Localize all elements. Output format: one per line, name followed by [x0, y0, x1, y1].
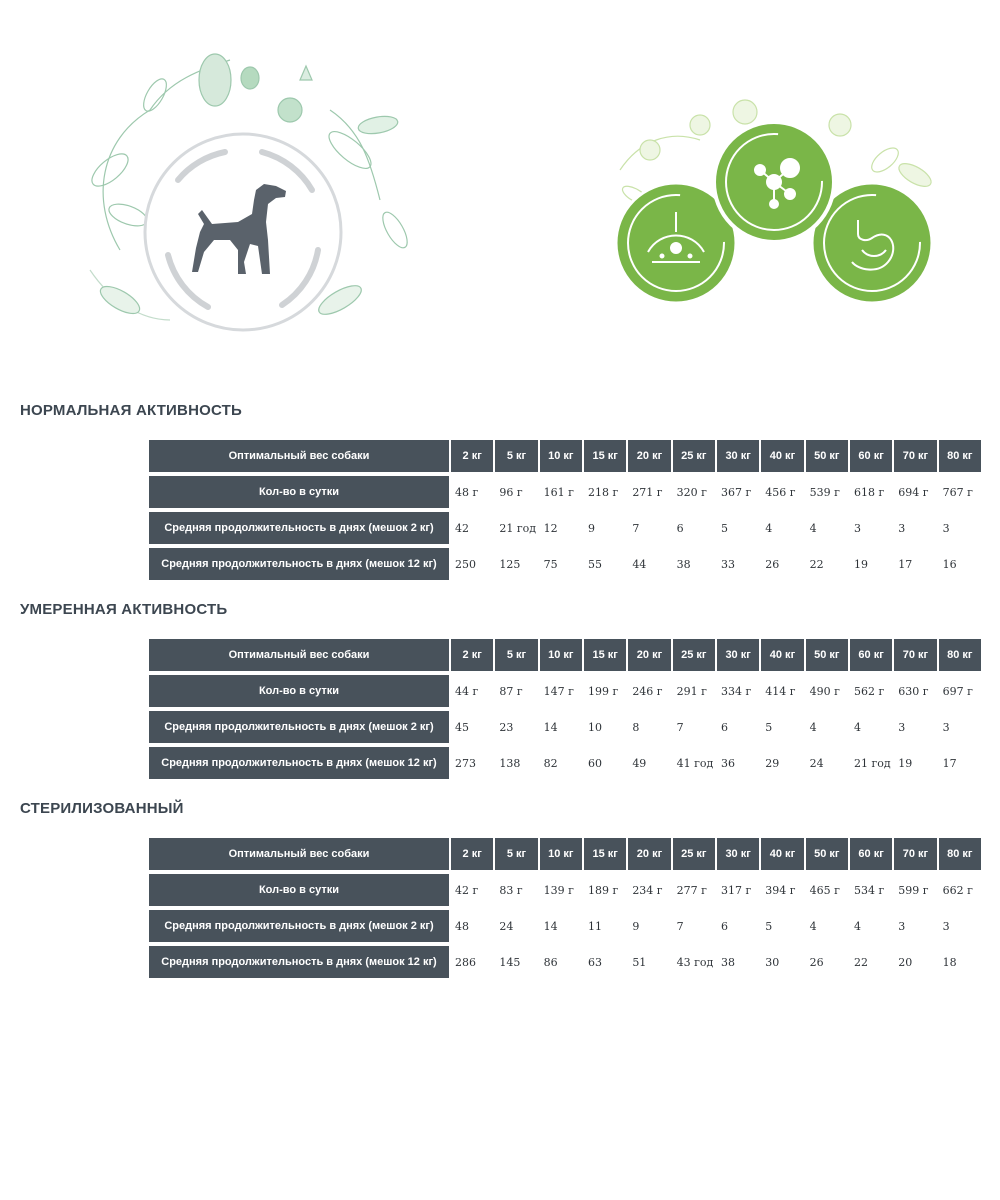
- weight-col: 25 кг: [673, 639, 715, 671]
- table-cell: 618 г: [850, 476, 892, 508]
- table-cell: 562 г: [850, 675, 892, 707]
- table-cell: 3: [894, 910, 936, 942]
- table-cell: 7: [673, 910, 715, 942]
- weight-col: 2 кг: [451, 838, 493, 870]
- table-cell: 3: [850, 512, 892, 544]
- row-label: Средняя продолжительность в днях (мешок 2 кг): [149, 910, 449, 942]
- table-cell: 414 г: [761, 675, 803, 707]
- weight-col: 15 кг: [584, 838, 626, 870]
- table-cell: 9: [584, 512, 626, 544]
- table-cell: 41 год: [673, 747, 715, 779]
- table-cell: 26: [761, 548, 803, 580]
- table-cell: 16: [939, 548, 981, 580]
- weight-header-label: Оптимальный вес собаки: [149, 440, 449, 472]
- duration-2kg-row: [149, 711, 981, 743]
- table-cell: 145: [495, 946, 537, 978]
- table-cell: 3: [939, 711, 981, 743]
- hero-illustration: [0, 0, 1000, 380]
- weight-col: 2 кг: [451, 440, 493, 472]
- table-cell: 22: [806, 548, 848, 580]
- weight-col: 2 кг: [451, 639, 493, 671]
- weight-col: 40 кг: [761, 639, 803, 671]
- row-label: Кол-во в сутки: [149, 874, 449, 906]
- row-label: Кол-во в сутки: [149, 675, 449, 707]
- table-cell: 694 г: [894, 476, 936, 508]
- table-cell: 6: [673, 512, 715, 544]
- weight-col: 15 кг: [584, 639, 626, 671]
- weight-col: 70 кг: [894, 440, 936, 472]
- daily-amount-row: [149, 874, 981, 906]
- table-cell: 19: [894, 747, 936, 779]
- weight-col: 80 кг: [939, 440, 981, 472]
- table-cell: 4: [850, 910, 892, 942]
- table-cell: 48 г: [451, 476, 493, 508]
- table-cell: 10: [584, 711, 626, 743]
- weight-header-label: Оптимальный вес собаки: [149, 838, 449, 870]
- weight-col: 15 кг: [584, 440, 626, 472]
- weight-col: 60 кг: [850, 440, 892, 472]
- table-cell: 4: [850, 711, 892, 743]
- table-cell: 63: [584, 946, 626, 978]
- weight-col: 20 кг: [628, 440, 670, 472]
- table-cell: 490 г: [806, 675, 848, 707]
- weight-header-row: [149, 440, 981, 472]
- table-cell: 767 г: [939, 476, 981, 508]
- duration-12kg-row: [149, 747, 981, 779]
- weight-header-row: [149, 639, 981, 671]
- table-cell: 138: [495, 747, 537, 779]
- weight-col: 10 кг: [540, 440, 582, 472]
- table-cell: 48: [451, 910, 493, 942]
- row-label: Кол-во в сутки: [149, 476, 449, 508]
- table-cell: 147 г: [540, 675, 582, 707]
- table-cell: 60: [584, 747, 626, 779]
- table-cell: 394 г: [761, 874, 803, 906]
- feeding-table-normal: [147, 436, 983, 584]
- table-cell: 44 г: [451, 675, 493, 707]
- weight-col: 5 кг: [495, 838, 537, 870]
- weight-col: 30 кг: [717, 440, 759, 472]
- table-cell: 291 г: [673, 675, 715, 707]
- table-cell: 14: [540, 711, 582, 743]
- table-cell: 75: [540, 548, 582, 580]
- weight-col: 50 кг: [806, 639, 848, 671]
- table-cell: 11: [584, 910, 626, 942]
- daily-amount-row: [149, 675, 981, 707]
- table-cell: 271 г: [628, 476, 670, 508]
- table-cell: 5: [761, 711, 803, 743]
- feeding-table-moderate: [147, 635, 983, 783]
- weight-col: 60 кг: [850, 639, 892, 671]
- table-cell: 4: [761, 512, 803, 544]
- table-cell: 38: [673, 548, 715, 580]
- table-cell: 4: [806, 512, 848, 544]
- table-cell: 42: [451, 512, 493, 544]
- table-cell: 599 г: [894, 874, 936, 906]
- weight-col: 40 кг: [761, 838, 803, 870]
- table-cell: 12: [540, 512, 582, 544]
- weight-col: 80 кг: [939, 639, 981, 671]
- table-cell: 320 г: [673, 476, 715, 508]
- table-cell: 21 год: [495, 512, 537, 544]
- duration-2kg-row: [149, 512, 981, 544]
- weight-header-row: [149, 838, 981, 870]
- row-label: Средняя продолжительность в днях (мешок 12 кг): [149, 747, 449, 779]
- table-cell: 273: [451, 747, 493, 779]
- table-cell: 4: [806, 910, 848, 942]
- table-cell: 367 г: [717, 476, 759, 508]
- weight-col: 20 кг: [628, 838, 670, 870]
- table-cell: 218 г: [584, 476, 626, 508]
- table-cell: 82: [540, 747, 582, 779]
- table-cell: 24: [806, 747, 848, 779]
- section-title-sterilized: СТЕРИЛИЗОВАННЫЙ: [20, 800, 184, 817]
- table-cell: 234 г: [628, 874, 670, 906]
- section-title-moderate: УМЕРЕННАЯ АКТИВНОСТЬ: [20, 601, 228, 618]
- table-cell: 51: [628, 946, 670, 978]
- table-cell: 334 г: [717, 675, 759, 707]
- table-cell: 630 г: [894, 675, 936, 707]
- weight-col: 25 кг: [673, 440, 715, 472]
- table-cell: 4: [806, 711, 848, 743]
- weight-col: 10 кг: [540, 639, 582, 671]
- table-cell: 30: [761, 946, 803, 978]
- table-cell: 49: [628, 747, 670, 779]
- table-cell: 7: [673, 711, 715, 743]
- weight-col: 20 кг: [628, 639, 670, 671]
- table-cell: 662 г: [939, 874, 981, 906]
- weight-col: 40 кг: [761, 440, 803, 472]
- table-cell: 6: [717, 711, 759, 743]
- weight-col: 70 кг: [894, 639, 936, 671]
- table-cell: 317 г: [717, 874, 759, 906]
- table-cell: 534 г: [850, 874, 892, 906]
- table-cell: 697 г: [939, 675, 981, 707]
- table-cell: 17: [939, 747, 981, 779]
- table-cell: 83 г: [495, 874, 537, 906]
- table-cell: 161 г: [540, 476, 582, 508]
- table-cell: 8: [628, 711, 670, 743]
- table-cell: 189 г: [584, 874, 626, 906]
- feeding-table-sterilized: [147, 834, 983, 982]
- table-cell: 3: [894, 711, 936, 743]
- table-cell: 3: [939, 910, 981, 942]
- duration-12kg-row: [149, 548, 981, 580]
- daily-amount-row: [149, 476, 981, 508]
- weight-col: 5 кг: [495, 440, 537, 472]
- table-cell: 14: [540, 910, 582, 942]
- table-cell: 199 г: [584, 675, 626, 707]
- table-cell: 5: [761, 910, 803, 942]
- row-label: Средняя продолжительность в днях (мешок 2 кг): [149, 512, 449, 544]
- table-cell: 29: [761, 747, 803, 779]
- table-cell: 19: [850, 548, 892, 580]
- table-cell: 539 г: [806, 476, 848, 508]
- table-cell: 5: [717, 512, 759, 544]
- table-cell: 22: [850, 946, 892, 978]
- table-cell: 9: [628, 910, 670, 942]
- table-cell: 86: [540, 946, 582, 978]
- table-cell: 246 г: [628, 675, 670, 707]
- table-cell: 44: [628, 548, 670, 580]
- table-cell: 18: [939, 946, 981, 978]
- row-label: Средняя продолжительность в днях (мешок 2 кг): [149, 711, 449, 743]
- weight-col: 30 кг: [717, 639, 759, 671]
- table-cell: 3: [894, 512, 936, 544]
- weight-col: 25 кг: [673, 838, 715, 870]
- weight-col: 30 кг: [717, 838, 759, 870]
- table-cell: 96 г: [495, 476, 537, 508]
- table-cell: 23: [495, 711, 537, 743]
- duration-12kg-row: [149, 946, 981, 978]
- table-cell: 21 год: [850, 747, 892, 779]
- weight-col: 70 кг: [894, 838, 936, 870]
- table-cell: 26: [806, 946, 848, 978]
- row-label: Средняя продолжительность в днях (мешок 12 кг): [149, 946, 449, 978]
- table-cell: 42 г: [451, 874, 493, 906]
- weight-col: 60 кг: [850, 838, 892, 870]
- table-cell: 7: [628, 512, 670, 544]
- weight-col: 80 кг: [939, 838, 981, 870]
- weight-col: 10 кг: [540, 838, 582, 870]
- table-cell: 6: [717, 910, 759, 942]
- weight-header-label: Оптимальный вес собаки: [149, 639, 449, 671]
- table-cell: 20: [894, 946, 936, 978]
- duration-2kg-row: [149, 910, 981, 942]
- weight-col: 50 кг: [806, 440, 848, 472]
- table-cell: 24: [495, 910, 537, 942]
- table-cell: 3: [939, 512, 981, 544]
- table-cell: 38: [717, 946, 759, 978]
- section-title-normal: НОРМАЛЬНАЯ АКТИВНОСТЬ: [20, 402, 242, 419]
- weight-col: 50 кг: [806, 838, 848, 870]
- table-cell: 286: [451, 946, 493, 978]
- table-cell: 33: [717, 548, 759, 580]
- row-label: Средняя продолжительность в днях (мешок 12 кг): [149, 548, 449, 580]
- table-cell: 465 г: [806, 874, 848, 906]
- table-cell: 55: [584, 548, 626, 580]
- table-cell: 277 г: [673, 874, 715, 906]
- table-cell: 139 г: [540, 874, 582, 906]
- table-cell: 17: [894, 548, 936, 580]
- table-cell: 87 г: [495, 675, 537, 707]
- table-cell: 250: [451, 548, 493, 580]
- table-cell: 125: [495, 548, 537, 580]
- table-cell: 45: [451, 711, 493, 743]
- weight-col: 5 кг: [495, 639, 537, 671]
- table-cell: 43 год: [673, 946, 715, 978]
- table-cell: 456 г: [761, 476, 803, 508]
- table-cell: 36: [717, 747, 759, 779]
